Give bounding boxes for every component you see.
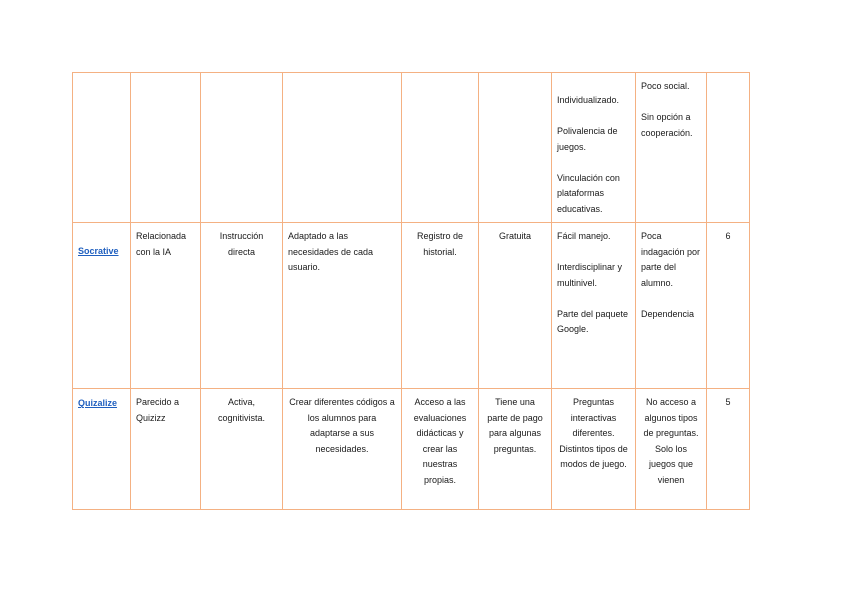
score-cell <box>707 389 750 510</box>
tool-cell <box>73 389 131 510</box>
cell-text: Parecido a Quizizz <box>136 397 180 423</box>
cell-text: Parte del paquete Google. <box>557 308 629 334</box>
adaptation-cell <box>283 389 402 510</box>
cell-text: Registro de historial. <box>416 231 464 257</box>
cell-text: Adaptado a las necesidades de cada usuario. <box>288 231 374 272</box>
table-body <box>73 73 750 510</box>
price-cell <box>479 389 552 510</box>
cell-text: Dependencia <box>641 308 695 319</box>
evaluation-cell <box>402 73 479 223</box>
method-cell <box>201 389 283 510</box>
cell-text: Individualizado. <box>557 95 620 105</box>
pros-cell <box>552 73 636 223</box>
cell-text: Sin opción a cooperación. <box>641 112 693 138</box>
cell-text: Activa, cognitivista. <box>217 397 266 423</box>
score-cell <box>707 73 750 223</box>
score-value: 5 <box>725 397 731 407</box>
tool-cell <box>73 73 131 223</box>
cell-text: Interdisciplinar y multinivel. <box>557 262 623 288</box>
price-cell <box>479 73 552 223</box>
cons-cell <box>636 73 707 223</box>
feature-cell <box>131 223 201 389</box>
table-row <box>73 223 750 389</box>
price-cell <box>479 223 552 389</box>
feature-cell <box>131 73 201 223</box>
pros-cell <box>552 223 636 389</box>
score-cell <box>707 223 750 389</box>
method-cell <box>201 73 283 223</box>
tool-cell <box>73 223 131 389</box>
cell-text: Crear diferentes códigos a los alumnos para adaptarse a sus necesidades. <box>289 397 395 454</box>
tool-link[interactable]: Quizalize <box>78 398 118 408</box>
evaluation-cell <box>402 223 479 389</box>
cons-cell <box>636 389 707 510</box>
adaptation-cell <box>283 223 402 389</box>
comparison-table <box>72 72 750 510</box>
feature-cell <box>131 389 201 510</box>
table-row <box>73 389 750 510</box>
cell-text: Polivalencia de juegos. <box>557 126 618 152</box>
cell-text: Poca indagación por parte del alumno. <box>641 231 701 288</box>
cell-text: Tiene una parte de pago para algunas preguntas. <box>487 397 543 454</box>
tool-link[interactable]: Socrative <box>78 246 119 256</box>
cell-text: Instrucción directa <box>219 231 264 257</box>
adaptation-cell <box>283 73 402 223</box>
cell-text: Vinculación con plataformas educativas. <box>557 172 620 214</box>
cell-text: Relacionada con la IA <box>136 231 187 257</box>
method-cell <box>201 223 283 389</box>
cell-text: Poco social. <box>641 81 690 91</box>
cell-text: No acceso a algunos tipos de preguntas. Solo los juegos que vienen <box>643 397 699 485</box>
cell-text: Gratuita <box>498 231 531 241</box>
table-row <box>73 73 750 223</box>
cons-cell <box>636 223 707 389</box>
cell-text: Preguntas interactivas diferentes. Distintos tipos de modos de juego. <box>559 397 628 469</box>
cell-text: Fácil manejo. <box>557 231 611 241</box>
evaluation-cell <box>402 389 479 510</box>
cell-text: Acceso a las evaluaciones didácticas y crear las nuestras propias. <box>413 397 467 485</box>
score-value: 6 <box>725 231 731 241</box>
pros-cell <box>552 389 636 510</box>
